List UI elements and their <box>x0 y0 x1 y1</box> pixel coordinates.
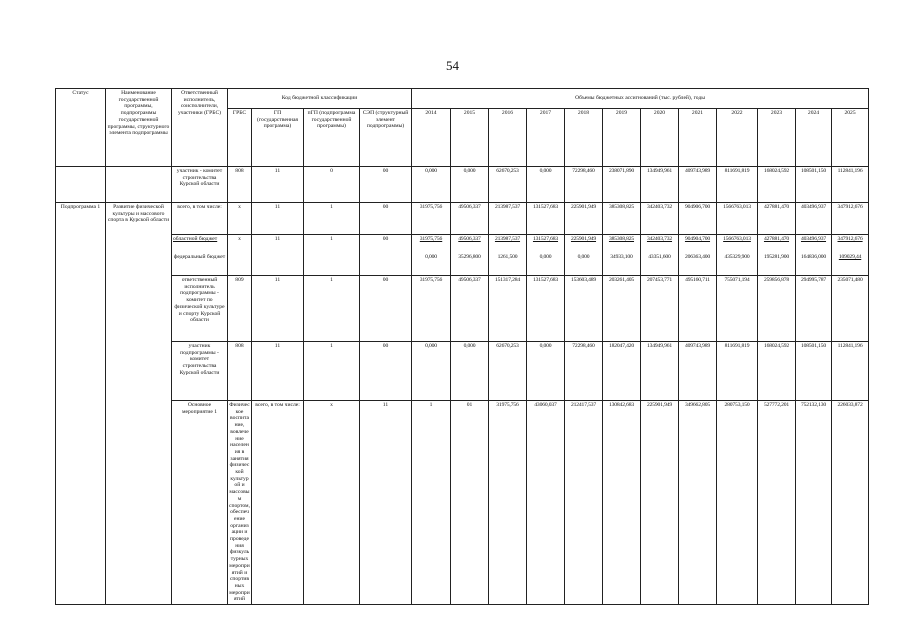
regional-value: 403496,937 <box>800 236 827 242</box>
value-cell: 112841,196 <box>832 167 869 203</box>
value-cell: 49506,337 <box>451 276 489 342</box>
value-cell: 0,000 <box>451 342 489 401</box>
value-cell: 347912,676 <box>832 203 869 235</box>
sep-cell: 01 <box>451 401 489 605</box>
federal-value: 0,000 <box>539 254 552 260</box>
header-gp: ГП (государственная программа) <box>252 109 304 167</box>
value-cell: 207453,771 <box>641 276 679 342</box>
sep-cell: 00 <box>360 235 412 276</box>
name-cell: Развитие физической культуры и массового спорта в Курской области <box>106 203 172 605</box>
value-cell <box>641 235 679 276</box>
value-cell: 385308,825 <box>603 203 641 235</box>
federal-value: 435329,900 <box>724 254 750 260</box>
value-cell: 153603,489 <box>565 276 603 342</box>
value-cell: 235071,480 <box>832 276 869 342</box>
value-cell: 294995,787 <box>796 276 832 342</box>
value-cell: 342403,732 <box>641 203 679 235</box>
value-cell: 72298,460 <box>565 342 603 401</box>
regional-value: 427881,470 <box>763 236 790 242</box>
federal-value: 109029,44 <box>838 254 862 260</box>
value-cell: 72298,460 <box>565 167 603 203</box>
regional-value: 131527,683 <box>532 236 559 242</box>
value-cell: 225901,949 <box>641 401 679 605</box>
header-code-group: Код бюджетной классификации <box>228 89 412 109</box>
value-cell: 755071,194 <box>717 276 758 342</box>
page-number: 54 <box>446 58 459 73</box>
value-cell: 62670,253 <box>489 167 527 203</box>
responsible-cell: участник подпрограммы - комитет строительства Курской области <box>172 342 228 401</box>
value-cell: 31975,756 <box>412 203 451 235</box>
gp-cell: 11 <box>252 167 304 203</box>
value-cell: 112841,196 <box>832 342 869 401</box>
value-cell: 108501,150 <box>796 342 832 401</box>
federal-value: 206363,400 <box>684 254 711 260</box>
value-cell: 811691,819 <box>717 167 758 203</box>
value-cell: 0,000 <box>527 167 565 203</box>
gp-cell: 11 <box>252 235 304 276</box>
grbs-cell: 808 <box>228 342 252 401</box>
pgp-cell: 1 <box>304 342 360 401</box>
value-cell: 0,000 <box>412 342 451 401</box>
sep-cell: 00 <box>360 203 412 235</box>
federal-value: 34933,100 <box>610 254 633 260</box>
value-cell: 752132,130 <box>796 401 832 605</box>
pgp-cell: 1 <box>304 203 360 235</box>
value-cell: 43060,037 <box>527 401 565 605</box>
grbs-cell: х <box>228 203 252 235</box>
header-sep: СЭП (структурный элемент подпрограммы) <box>360 109 412 167</box>
grbs-cell: 809 <box>228 276 252 342</box>
value-cell: 62670,253 <box>489 342 527 401</box>
value-cell: 168024,592 <box>758 167 796 203</box>
grbs-cell: х <box>304 401 360 605</box>
header-responsible: Ответственный исполнитель, соисполнители, участники (ГРБС) <box>172 89 228 167</box>
sep-cell: 00 <box>360 167 412 203</box>
value-cell <box>758 235 796 276</box>
value-cell <box>565 235 603 276</box>
header-grbs: ГРБС <box>228 109 252 167</box>
budget-table <box>55 88 869 605</box>
status-cell: Подпрограмма 1 <box>56 203 106 605</box>
value-cell: 225901,949 <box>565 203 603 235</box>
value-cell: 130842,683 <box>603 401 641 605</box>
value-cell: 1566763,013 <box>717 203 758 235</box>
value-cell <box>796 235 832 276</box>
pgp-cell: 1 <box>412 401 451 605</box>
value-cell: 131527,683 <box>527 276 565 342</box>
value-cell: 0,000 <box>412 167 451 203</box>
table-row <box>56 235 869 276</box>
value-cell: 31975,756 <box>489 401 527 605</box>
value-cell: 49506,337 <box>451 203 489 235</box>
header-year: 2014 <box>412 109 451 167</box>
value-cell <box>679 235 717 276</box>
pgp-cell: 0 <box>304 167 360 203</box>
value-cell: 409743,989 <box>679 167 717 203</box>
value-cell: 238071,890 <box>603 167 641 203</box>
regional-value: 385308,825 <box>608 236 635 242</box>
gp-cell: 11 <box>252 203 304 235</box>
federal-budget-label: федеральный бюджет <box>173 254 226 260</box>
value-cell: 904906,700 <box>679 203 717 235</box>
value-cell: 811691,819 <box>717 342 758 401</box>
regional-value: 342403,732 <box>646 236 673 242</box>
value-cell: 131527,683 <box>527 203 565 235</box>
header-year: 2019 <box>603 109 641 167</box>
regional-value: 225901,949 <box>570 236 597 242</box>
value-cell: 226033,872 <box>832 401 869 605</box>
gp-cell: 11 <box>252 276 304 342</box>
table-row <box>56 276 869 342</box>
name-cell <box>106 167 172 203</box>
federal-value: 43351,600 <box>648 254 671 260</box>
value-cell: 168024,592 <box>758 342 796 401</box>
regional-value: 31975,756 <box>419 236 443 242</box>
sep-cell: 00 <box>360 276 412 342</box>
header-volumes: Объемы бюджетных ассигнований (тыс. рублей), годы <box>412 89 869 109</box>
header-year: 2018 <box>565 109 603 167</box>
regional-value: 1566763,013 <box>723 236 751 242</box>
gp-cell: 11 <box>252 342 304 401</box>
value-cell: 151317,284 <box>489 276 527 342</box>
federal-value: 195281,900 <box>763 254 790 260</box>
federal-value: 164836,000 <box>800 254 827 260</box>
header-name: Наименование государственной программы, подпрограммы государственной программы, структурного элемента подпрограммы <box>106 89 172 167</box>
value-cell <box>832 235 869 276</box>
value-cell: 213987,537 <box>489 203 527 235</box>
table-row <box>56 203 869 235</box>
value-cell: 280753,150 <box>717 401 758 605</box>
value-cell: 259856,878 <box>758 276 796 342</box>
regional-value: 213987,537 <box>494 236 521 242</box>
value-cell: 182047,420 <box>603 342 641 401</box>
value-cell: 108501,150 <box>796 167 832 203</box>
value-cell: 495160,711 <box>679 276 717 342</box>
value-cell: 403496,937 <box>796 203 832 235</box>
value-cell <box>412 235 451 276</box>
pgp-cell: 1 <box>304 276 360 342</box>
responsible-cell: ответственный исполнитель подпрограммы - комитет по физической культуре и спорту Курской области <box>172 276 228 342</box>
status-cell <box>56 167 106 203</box>
regional-budget-label: областной бюджет <box>173 236 218 242</box>
value-cell: 0,000 <box>451 167 489 203</box>
header-year: 2015 <box>451 109 489 167</box>
header-year: 2022 <box>717 109 758 167</box>
header-year: 2024 <box>796 109 832 167</box>
table-row <box>56 401 869 605</box>
regional-value: 49506,337 <box>458 236 481 242</box>
regional-value: 347912,676 <box>837 236 863 242</box>
federal-value: 35296,800 <box>458 254 481 260</box>
pgp-cell: 1 <box>304 235 360 276</box>
value-cell: 349662,805 <box>679 401 717 605</box>
value-cell: 409743,989 <box>679 342 717 401</box>
responsible-cell: участник - комитет строительства Курской области <box>172 167 228 203</box>
grbs-cell: х <box>228 235 252 276</box>
header-year: 2023 <box>758 109 796 167</box>
value-cell: 527772,201 <box>758 401 796 605</box>
federal-value: 1261,500 <box>497 254 518 260</box>
table-row <box>56 342 869 401</box>
value-cell <box>603 235 641 276</box>
federal-value: 0,000 <box>577 254 590 260</box>
value-cell <box>451 235 489 276</box>
value-cell <box>489 235 527 276</box>
name-cell: Физическое воспитание, вовлечение населения в занятия физической культурой и массовым спортом, обеспечение организации и проведения физкультурных мероприятий и спортивных мероприятий <box>228 401 252 605</box>
sep-cell: 00 <box>360 342 412 401</box>
responsible-cell: всего, в том числе: <box>252 401 304 605</box>
table-row <box>56 167 869 203</box>
value-cell: 31975,756 <box>412 276 451 342</box>
header-pgp: пГП (подпрограмма государственной программы) <box>304 109 360 167</box>
header-year: 2025 <box>832 109 869 167</box>
value-cell: 134949,961 <box>641 342 679 401</box>
responsible-cell: всего, в том числе: <box>172 203 228 235</box>
regional-value: 904904,700 <box>684 236 711 242</box>
value-cell: 212417,537 <box>565 401 603 605</box>
responsible-cell <box>172 235 228 276</box>
header-year: 2016 <box>489 109 527 167</box>
federal-value: 0,000 <box>425 254 437 260</box>
value-cell: 427881,470 <box>758 203 796 235</box>
header-year: 2021 <box>679 109 717 167</box>
grbs-cell: 808 <box>228 167 252 203</box>
value-cell: 134949,961 <box>641 167 679 203</box>
header-row-1 <box>56 89 869 109</box>
header-year: 2017 <box>527 109 565 167</box>
header-status: Статус <box>56 89 106 167</box>
status-cell: Основное мероприятие 1 <box>172 401 228 605</box>
header-year: 2020 <box>641 109 679 167</box>
gp-cell: 11 <box>360 401 412 605</box>
value-cell: 203261,405 <box>603 276 641 342</box>
value-cell <box>717 235 758 276</box>
value-cell <box>527 235 565 276</box>
value-cell: 0,000 <box>527 342 565 401</box>
